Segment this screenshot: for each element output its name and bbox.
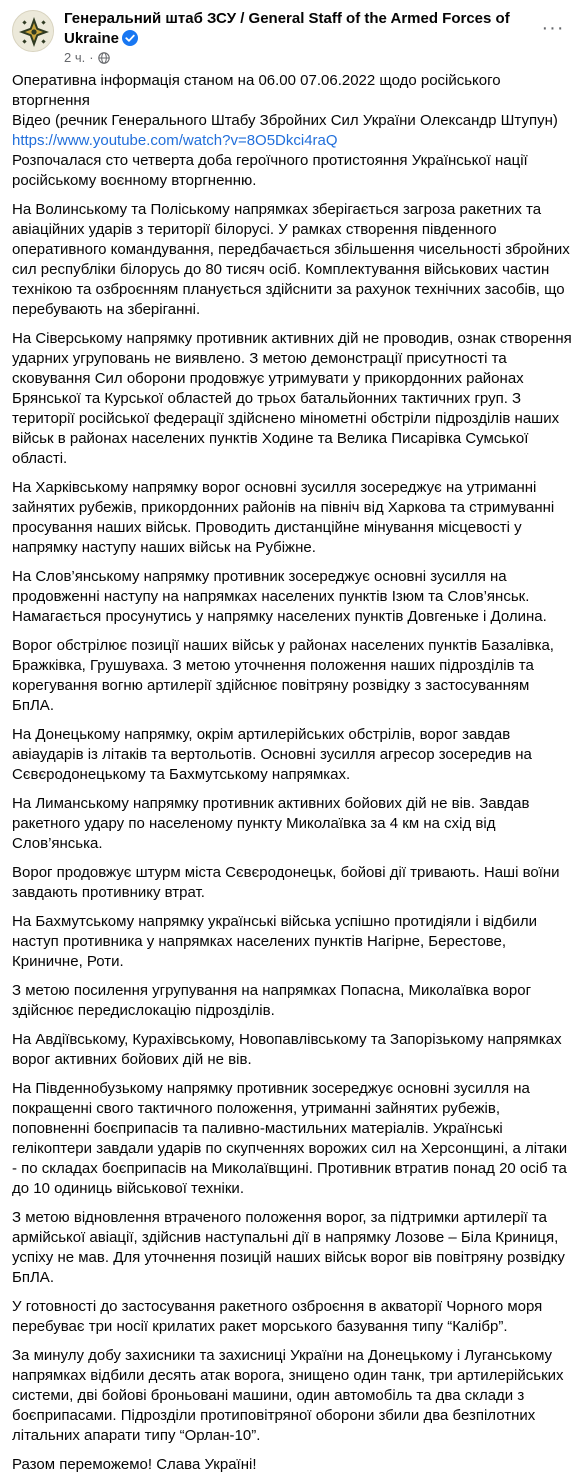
video-link[interactable]: https://www.youtube.com/watch?v=8O5Dkci4raQ <box>12 132 338 149</box>
general-staff-emblem-icon <box>13 11 54 52</box>
more-options-button[interactable] <box>537 12 569 44</box>
paragraph-15: У готовності до застосування ракетного озброєння в акваторії Чорного моря перебуває три носії крилатих ракет морського базування типу “Калібр”. <box>12 1298 543 1335</box>
page-avatar[interactable] <box>12 10 54 52</box>
paragraph-17: Разом переможемо! Слава Україні! <box>12 1456 257 1473</box>
paragraph-8: На Лиманському напрямку противник активних бойових дій не вів. Завдав ракетного удару по населеному пункту Миколаївка за 4 км на схід від Слов’янська. <box>12 795 530 852</box>
post-meta <box>64 50 110 66</box>
paragraph-12: На Авдіївському, Курахівському, Новопавлівському та Запорізькому напрямках ворог активних бойових дій не вів. <box>12 1031 562 1068</box>
post-timestamp[interactable]: 2 ч. <box>64 50 86 65</box>
meta-separator: · <box>89 50 94 65</box>
intro-line: Оперативна інформація станом на 06.00 07.06.2022 щодо російського вторгнення <box>12 72 501 109</box>
video-line: Відео (речник Генерального Штабу Збройних Сил України Олександр Штупун) <box>12 112 558 129</box>
globe-icon <box>98 52 110 64</box>
paragraph-13: На Південнобузькому напрямку противник зосереджує основні зусилля на покращенні свого тактичного положення, утриманні зайнятих рубежів, поповненні боєприпасів та паливно-мастильних матеріалів. Українські гелікоптери завдали ударів по скупченнях ворожих сил на Херсонщині, а літаки - по складах боєприпасів на Миколаївщині. Противник втратив понад 20 осіб та до 10 одиниць військової техніки. <box>12 1080 568 1197</box>
paragraph-5: На Слов’янському напрямку противник зосереджує основні зусилля на продовженні наступу на напрямках населених пунктів Ізюм та Слов’янськ. Намагається просунутись у напрямку населених пунктів Довгеньке і Долина. <box>12 568 547 625</box>
paragraph-3: На Сіверському напрямку противник активних дій не проводив, ознак створення ударних угруповань не виявлено. З метою демонстрації присутності та сковування Сил оборони продовжує утримувати у прикордонних районах Брянської та Курської областей до трьох батальйонних тактичних груп. З території російської федерації здійснено мінометні обстріли підрозділів наших військ в районах населених пунктів Ходине та Велика Писарівка Сумської області. <box>12 330 572 467</box>
paragraph-10: На Бахмутському напрямку українські війська успішно протидіяли і відбили наступ противника у напрямках населених пунктів Нагірне, Берестове, Криничне, Роти. <box>12 913 537 970</box>
post-header <box>0 0 583 74</box>
post-body <box>12 71 572 1484</box>
more-options-icon: ··· <box>541 16 565 39</box>
paragraph-6: Ворог обстрілює позиції наших військ у районах населених пунктів Базалівка, Бражківка, Грушуваха. З метою уточнення положення наших підрозділів та корегування вогню артилерії здійснює повітряну розвідку з застосуванням БпЛА. <box>12 637 554 714</box>
paragraph-9: Ворог продовжує штурм міста Сєвєродонецьк, бойові дії тривають. Наші воїни завдають противнику втрат. <box>12 864 560 901</box>
paragraph-14: З метою відновлення втраченого положення ворог, за підтримки артилерії та армійської авіації, здійснив наступальні дії в напрямку Лозове – Біла Криниця, успіху не мав. Для уточнення позицій наших військ ворог вів повітряну розвідку БпЛА. <box>12 1209 565 1286</box>
paragraph-11: З метою посилення угрупування на напрямках Попасна, Миколаївка ворог здійснює передислокацію підрозділів. <box>12 982 532 1019</box>
paragraph-1: Розпочалася сто четверта доба героїчного протистояння Української нації російському воєнному вторгненню. <box>12 152 528 189</box>
verified-badge-icon <box>122 30 138 46</box>
paragraph-7: На Донецькому напрямку, окрім артилерійських обстрілів, ворог завдав авіаударів із літаків та вертольотів. Основні зусилля агресор зосередив на Сєвєродонецькому та Бахмутському напрямках. <box>12 726 532 783</box>
paragraph-2: На Волинському та Поліському напрямках зберігається загроза ракетних та авіаційних ударів з території білорусі. У рамках створення південного оперативного командування, передбачається збільшення чисельності збройних сил республіки білорусь до 80 тисяч осіб. Комплектування військових частин технікою та озброєнням планується здійснити за рахунок технічних засобів, що перебувають на зберіганні. <box>12 201 570 318</box>
page-name-text[interactable]: Генеральний штаб ЗСУ / General Staff of the Armed Forces of Ukraine <box>64 10 510 47</box>
page-name[interactable] <box>64 9 524 49</box>
paragraph-16: За минулу добу захисники та захисниці України на Донецькому і Луганському напрямках відбили десять атак ворога, знищено один танк, три артилерійських системи, дві бойові броньовані машини, один автомобіль та два склади з боєприпасами. Підрозділи протиповітряної оборони збили два безпілотних літальних апарати типу “Орлан-10”. <box>12 1347 564 1444</box>
paragraph-4: На Харківському напрямку ворог основні зусилля зосереджує на утриманні зайнятих рубежів, прикордонних районів на північ від Харкова та стримуванні просування наших військ. Проводить дистанційне мінування місцевості у напрямку наступу наших військ на Рубіжне. <box>12 479 555 556</box>
